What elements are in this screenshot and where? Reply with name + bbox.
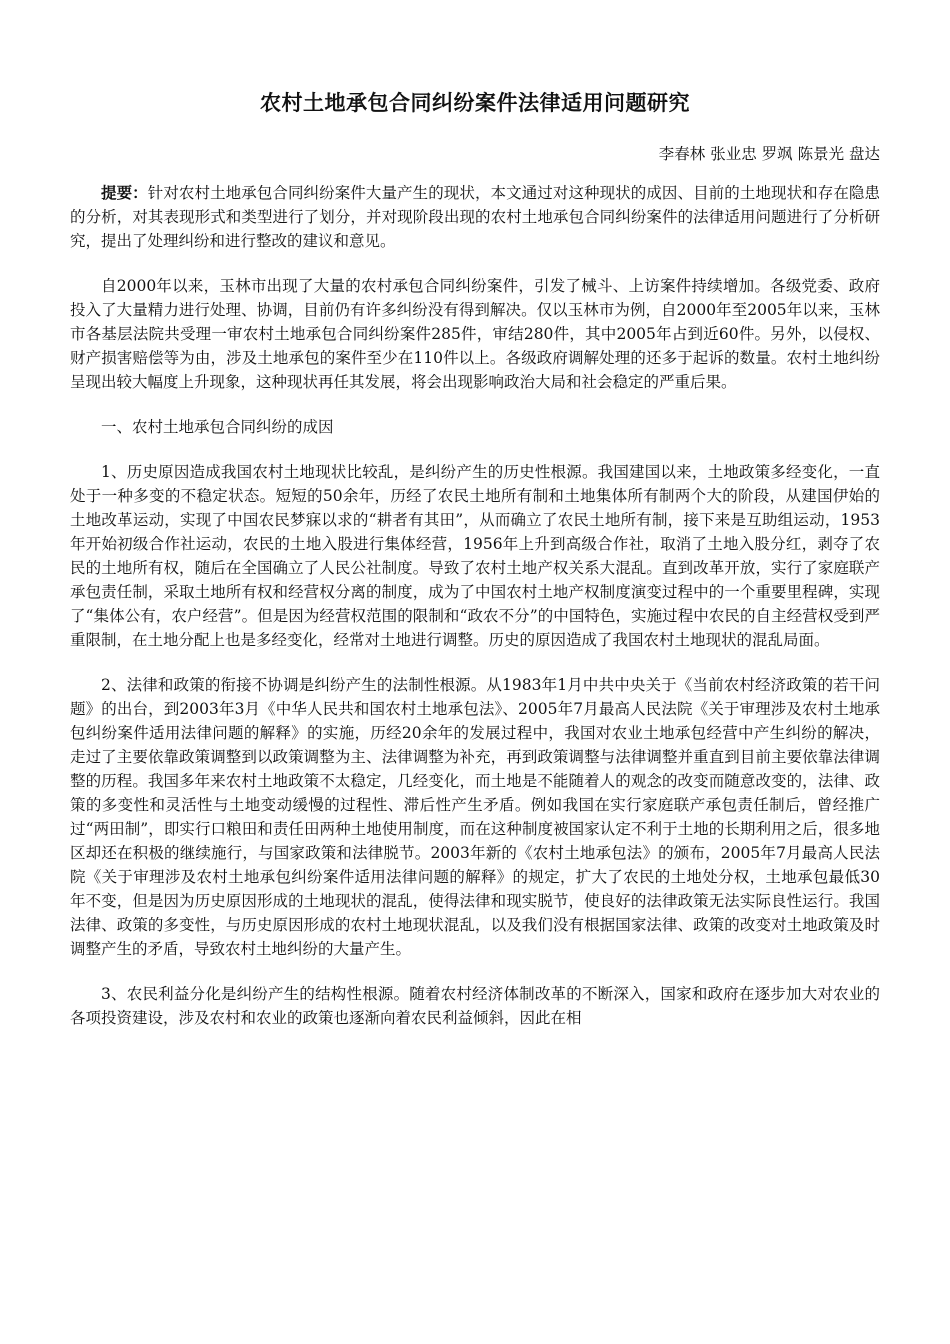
abstract-paragraph (70, 181, 880, 253)
author-line: 李春林 张业忠 罗飒 陈景光 盘达 (658, 145, 880, 163)
body-paragraph-1: 1、历史原因造成我国农村土地现状比较乱，是纠纷产生的历史性根源。我国建国以来，土地政策多经变化，一直处于一种多变的不稳定状态。短短的50余年，历经了农民土地所有制和土地集体所有制两个大的阶段，从建国伊始的土地改革运动，实现了中国农民梦寐以求的“耕者有其田”，从而确立了农民土地所有制，接下来是互助组运动，1953年开始初级合作社运动，农民的土地入股进行集体经营，1956年上升到高级合作社，取消了土地入股分红，剥夺了农民的土地所有权，随后在全国确立了人民公社制度。导致了农村土地产权关系大混乱。直到改革开放，实行了家庭联产承包责任制，采取土地所有权和经营权分离的制度，成为了中国农村土地产权制度演变过程中的一个重要里程碑，实现了“集体公有，农户经营”。但是因为经营权范围的限制和“政农不分”的中国特色，实施过程中农民的自主经营权受到严重限制，在土地分配上也是多经变化，经常对土地进行调整。历史的原因造成了我国农村土地现状的混乱局面。 (70, 463, 880, 649)
abstract-text: 针对农村土地承包合同纠纷案件大量产生的现状，本文通过对这种现状的成因、目前的土地现状和存在隐患的分析，对其表现形式和类型进行了划分，并对现阶段出现的农村土地承包合同纠纷案件的法律适用问题进行了分析研究，提出了处理纠纷和进行整改的建议和意见。 (70, 184, 880, 250)
body-paragraph-2: 2、法律和政策的衔接不协调是纠纷产生的法制性根源。从1983年1月中共中央关于《当前农村经济政策的若干问题》的出台，到2003年3月《中华人民共和国农村土地承包法》、2005年7月最高人民法院《关于审理涉及农村土地承包纠纷案件适用法律问题的解释》的实施，历经20余年的发展过程中，我国对农业土地承包经营中产生纠纷的解决，走过了主要依靠政策调整到以政策调整为主、法律调整为补充，再到政策调整与法律调整并重直到目前主要依靠法律调整的历程。我国多年来农村土地政策不太稳定，几经变化，而土地是不能随着人的观念的改变而随意改变的，法律、政策的多变性和灵活性与土地变动缓慢的过程性、滞后性产生矛盾。例如我国在实行家庭联产承包责任制后，曾经推广过“两田制”，即实行口粮田和责任田两种土地使用制度，而在这种制度被国家认定不利于土地的长期利用之后，很多地区却还在积极的继续施行，与国家政策和法律脱节。2003年新的《农村土地承包法》的颁布，2005年7月最高人民法院《关于审理涉及农村土地承包纠纷案件适用法律问题的解释》的规定，扩大了农民的土地处分权，土地承包最低30年不变，但是因为历史原因形成的土地现状的混乱，使得法律和现实脱节，使良好的法律政策无法实际良性运行。我国法律、政策的多变性，与历史原因形成的农村土地现状混乱，以及我们没有根据国家法律、政策的改变对土地政策及时调整产生的矛盾，导致农村土地纠纷的大量产生。 (70, 676, 880, 958)
document-page (70, 0, 880, 1030)
section-heading: 一、农村土地承包合同纠纷的成因 (101, 418, 334, 436)
body-paragraph-3: 3、农民利益分化是纠纷产生的结构性根源。随着农村经济体制改革的不断深入，国家和政府在逐步加大对农业的各项投资建设，涉及农村和农业的政策也逐渐向着农民利益倾斜，因此在相 (70, 985, 880, 1027)
intro-paragraph: 自2000年以来，玉林市出现了大量的农村承包合同纠纷案件，引发了械斗、上访案件持续增加。各级党委、政府投入了大量精力进行处理、协调，目前仍有许多纠纷没有得到解决。仅以玉林市为例，自2000年至2005年以来，玉林市各基层法院共受理一审农村土地承包合同纠纷案件285件，审结280件，其中2005年占到近60件。另外，以侵权、财产损害赔偿等为由，涉及土地承包的案件至少在110件以上。各级政府调解处理的还多于起诉的数量。农村土地纠纷呈现出较大幅度上升现象，这种现状再任其发展，将会出现影响政治大局和社会稳定的严重后果。 (70, 277, 880, 391)
abstract-label: 提要： (101, 184, 148, 202)
document-title: 农村土地承包合同纠纷案件法律适用问题研究 (260, 91, 690, 115)
